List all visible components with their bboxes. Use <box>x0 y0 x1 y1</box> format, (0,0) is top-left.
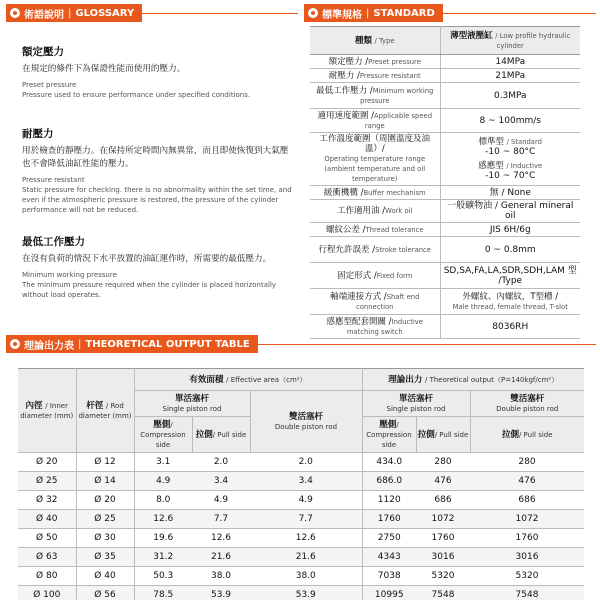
row-label-en: Fixed form <box>376 271 413 280</box>
row-value: JIS 6H/6g <box>440 223 580 237</box>
col-force-double: 雙活塞杆 Double piston rod <box>470 391 584 417</box>
glossary-header-en: GLOSSARY <box>75 7 135 19</box>
area-compression-cell: 4.9 <box>134 472 192 491</box>
col-area-single: 單活塞杆 Single piston rod <box>134 391 250 417</box>
inductive-type-en: / Inductive <box>506 162 543 170</box>
area-pull-cell: 7.7 <box>192 510 250 529</box>
row-label-zh: 工作適用油 / <box>337 206 386 216</box>
force-double-cell: 1760 <box>470 529 584 548</box>
force-pull-cell: 5320 <box>416 567 470 586</box>
bullet-icon <box>10 8 20 18</box>
table-row <box>310 133 580 186</box>
row-value: 8 ~ 100mm/s <box>440 109 580 133</box>
glossary-desc-zh: 用於檢查的靜壓力。在保持所定時間內無異常，而且即使恢復到大氣壓也不會降低油缸性能的壓力。 <box>22 146 289 169</box>
row-label-en: Inductive matching switch <box>346 317 423 336</box>
col-value-en: / Low profile hydraulic cylinder <box>495 31 571 50</box>
bullet-icon <box>308 8 318 18</box>
area-double-cell: 12.6 <box>250 529 362 548</box>
row-label-en: Work oil <box>385 207 413 215</box>
table-row <box>310 55 580 69</box>
glossary-desc-zh: 在規定的條件下為保證性能而使用的壓力。 <box>22 64 186 74</box>
inner-diameter-cell: Ø 50 <box>18 529 76 548</box>
row-label-en: Minimum working pressure <box>360 86 434 105</box>
output-table-body <box>18 453 584 600</box>
area-pull-cell: 12.6 <box>192 529 250 548</box>
force-compression-cell: 686.0 <box>362 472 416 491</box>
glossary-desc-zh: 在沒有負荷的情況下水平放置的油缸運作時，所需要的最低壓力。 <box>22 254 272 264</box>
area-double-cell: 3.4 <box>250 472 362 491</box>
force-double-cell: 7548 <box>470 586 584 600</box>
force-pull-cell: 1072 <box>416 510 470 529</box>
output-header: 理論出力表 | THEORETICAL OUTPUT TABLE <box>6 335 596 353</box>
inner-diameter-cell: Ø 40 <box>18 510 76 529</box>
inner-diameter-cell: Ø 20 <box>18 453 76 472</box>
table-row <box>310 263 580 289</box>
col-rod-diameter: 杆徑 / Rod diameter (mm) <box>76 369 134 453</box>
row-label-zh: 螺紋公差 / <box>325 224 366 235</box>
row-label-en: Applicable speed range <box>364 111 433 130</box>
col-force-compression: 壓側/ Compression side <box>362 417 416 453</box>
bullet-icon <box>10 339 20 349</box>
force-compression-cell: 7038 <box>362 567 416 586</box>
glossary-term: 最低工作壓力 <box>22 236 85 248</box>
glossary-desc-en: Static pressure for checking. there is no abnormality within the set time, and even if the atmospheric pressure is restored, the pressure of the cylinder performance will not be reduced. <box>22 186 292 214</box>
row-value: 一般礦物油 / General mineral oil <box>440 200 580 223</box>
force-pull-cell: 7548 <box>416 586 470 600</box>
area-pull-cell: 38.0 <box>192 567 250 586</box>
rod-diameter-cell: Ø 20 <box>76 491 134 510</box>
col-inner-diameter: 內徑 / Inner diameter (mm) <box>18 369 76 453</box>
glossary-desc-en: The minimum pressure required when the cylinder is placed horizontally without load operates. <box>22 281 277 299</box>
standard-temp-value: -10 ~ 80°C <box>485 147 536 157</box>
row-label-zh: 額定壓力 / <box>328 56 369 67</box>
table-row <box>18 586 584 600</box>
area-compression-cell: 19.6 <box>134 529 192 548</box>
col-effective-area: 有效面積 / Effective area（cm²） <box>134 369 362 391</box>
output-header-zh: 理論出力表 <box>24 340 74 352</box>
table-row <box>18 453 584 472</box>
area-compression-cell: 3.1 <box>134 453 192 472</box>
col-type-zh: 種類 <box>354 35 372 46</box>
force-double-cell: 5320 <box>470 567 584 586</box>
row-label-en: Preset pressure <box>368 57 421 66</box>
inner-diameter-cell: Ø 80 <box>18 567 76 586</box>
row-label-en: Shaft end connection <box>356 292 420 311</box>
col-type-en: / Type <box>374 36 395 45</box>
glossary-header-zh: 術語說明 <box>24 9 64 21</box>
glossary-header: 術語說明 | GLOSSARY <box>6 4 298 22</box>
table-row <box>310 83 580 109</box>
area-double-cell: 21.6 <box>250 548 362 567</box>
area-pull-cell: 3.4 <box>192 472 250 491</box>
force-double-cell: 476 <box>470 472 584 491</box>
glossary-item-pressure-resistant <box>22 126 294 215</box>
col-theoretical-output: 理論出力 / Theoretical output（P=140kgf/cm²） <box>362 369 584 391</box>
rod-diameter-cell: Ø 25 <box>76 510 134 529</box>
force-double-cell: 280 <box>470 453 584 472</box>
area-compression-cell: 78.5 <box>134 586 192 600</box>
rod-diameter-cell: Ø 35 <box>76 548 134 567</box>
force-pull-cell: 3016 <box>416 548 470 567</box>
table-row <box>18 567 584 586</box>
glossary-title-en: Preset pressure <box>22 81 77 89</box>
row-label-en: Buffer mechanism <box>363 188 426 197</box>
force-compression-cell: 2750 <box>362 529 416 548</box>
inner-diameter-cell: Ø 100 <box>18 586 76 600</box>
row-label-zh: 適用速度範圍 / <box>317 110 375 121</box>
area-compression-cell: 31.2 <box>134 548 192 567</box>
inner-diameter-cell: Ø 25 <box>18 472 76 491</box>
row-label-zh: 感應型配套開關 / <box>326 316 392 327</box>
force-double-cell: 686 <box>470 491 584 510</box>
row-value: 8036RH <box>440 315 580 339</box>
rod-diameter-cell: Ø 40 <box>76 567 134 586</box>
row-label-zh: 固定形式 / <box>337 270 377 281</box>
row-value: 0.3MPa <box>440 83 580 109</box>
row-label-zh: 最低工作壓力 / <box>316 85 373 96</box>
area-pull-cell: 4.9 <box>192 491 250 510</box>
area-pull-cell: 21.6 <box>192 548 250 567</box>
table-header-row <box>310 27 580 55</box>
row-label-zh: 耐壓力 / <box>328 70 360 81</box>
col-area-compression: 壓側/ Compression side <box>134 417 192 453</box>
force-pull-cell: 686 <box>416 491 470 510</box>
rod-diameter-cell: Ø 30 <box>76 529 134 548</box>
col-force-double-pull: 拉側/ Pull side <box>470 417 584 453</box>
force-double-cell: 1072 <box>470 510 584 529</box>
table-row <box>310 223 580 237</box>
area-compression-cell: 12.6 <box>134 510 192 529</box>
force-pull-cell: 476 <box>416 472 470 491</box>
standard-spec-table <box>310 26 580 339</box>
row-value-zh: 外螺紋、內螺紋，T型槽 / <box>462 291 559 302</box>
row-label-en: Stroke tolerance <box>375 245 431 254</box>
col-area-double: 雙活塞杆 Double piston rod <box>250 391 362 453</box>
col-force-single: 單活塞杆 Single piston rod <box>362 391 470 417</box>
glossary-term: 額定壓力 <box>22 46 64 58</box>
standard-type-en: / Standard <box>506 138 542 146</box>
force-pull-cell: 280 <box>416 453 470 472</box>
inner-diameter-cell: Ø 63 <box>18 548 76 567</box>
row-label-zh: 軸端連接方式 / <box>330 291 387 302</box>
standard-header-zh: 標準規格 <box>322 9 362 21</box>
area-compression-cell: 8.0 <box>134 491 192 510</box>
glossary-item-min-working-pressure <box>22 234 294 300</box>
table-row <box>18 491 584 510</box>
inductive-temp-value: -10 ~ 70°C <box>485 171 536 181</box>
rod-diameter-cell: Ø 56 <box>76 586 134 600</box>
row-label-zh: 工作溫度範圍（周圍溫度及油溫）/ <box>319 134 430 154</box>
row-value: 21MPa <box>440 69 580 83</box>
row-value: 14MPa <box>440 55 580 69</box>
row-label-zh: 行程允許誤差 / <box>318 244 376 255</box>
table-row <box>310 69 580 83</box>
table-row <box>18 472 584 491</box>
force-pull-cell: 1760 <box>416 529 470 548</box>
force-compression-cell: 1120 <box>362 491 416 510</box>
table-row <box>18 510 584 529</box>
col-area-pull: 拉側/ Pull side <box>192 417 250 453</box>
rod-diameter-cell: Ø 12 <box>76 453 134 472</box>
row-label-en: Thread tolerance <box>365 225 424 234</box>
area-double-cell: 7.7 <box>250 510 362 529</box>
area-pull-cell: 2.0 <box>192 453 250 472</box>
col-value-zh: 薄型液壓缸 <box>450 30 493 41</box>
table-row <box>18 548 584 567</box>
table-row <box>310 109 580 133</box>
force-compression-cell: 10995 <box>362 586 416 600</box>
standard-header: 標準規格 | STANDARD <box>304 4 596 22</box>
glossary-title-en: Minimum working pressure <box>22 271 117 279</box>
row-label-en: Operating temperature range (ambient temperature and oil temperature) <box>324 155 426 183</box>
area-double-cell: 4.9 <box>250 491 362 510</box>
standard-header-en: STANDARD <box>373 7 435 19</box>
area-compression-cell: 50.3 <box>134 567 192 586</box>
row-label-en: Pressure resistant <box>359 71 421 80</box>
standard-type-label: 標準型 <box>478 137 505 147</box>
table-row <box>18 529 584 548</box>
row-value: 0 ~ 0.8mm <box>440 237 580 263</box>
force-compression-cell: 434.0 <box>362 453 416 472</box>
inner-diameter-cell: Ø 32 <box>18 491 76 510</box>
col-force-pull: 拉側/ Pull side <box>416 417 470 453</box>
area-double-cell: 38.0 <box>250 567 362 586</box>
force-double-cell: 3016 <box>470 548 584 567</box>
theoretical-output-table <box>18 368 584 600</box>
table-row <box>310 200 580 223</box>
table-row <box>310 289 580 315</box>
row-value-en: Male thread, female thread, T-slot <box>452 302 568 311</box>
row-label-zh: 緩衝機構 / <box>323 187 364 198</box>
table-row <box>310 186 580 200</box>
area-double-cell: 53.9 <box>250 586 362 600</box>
force-compression-cell: 4343 <box>362 548 416 567</box>
inductive-type-label: 感應型 <box>478 161 504 171</box>
glossary-desc-en: Pressure used to ensure performance under specified conditions. <box>22 91 251 99</box>
table-row <box>310 237 580 263</box>
area-double-cell: 2.0 <box>250 453 362 472</box>
row-value: 無 / None <box>440 186 580 200</box>
area-pull-cell: 53.9 <box>192 586 250 600</box>
row-value: SD,SA,FA,LA,SDR,SDH,LAM 型 /Type <box>440 263 580 289</box>
glossary-term: 耐壓力 <box>22 128 54 140</box>
force-compression-cell: 1760 <box>362 510 416 529</box>
rod-diameter-cell: Ø 14 <box>76 472 134 491</box>
output-header-en: THEORETICAL OUTPUT TABLE <box>85 338 250 350</box>
glossary-title-en: Pressure resistant <box>22 176 85 184</box>
glossary-item-preset-pressure <box>22 44 294 100</box>
